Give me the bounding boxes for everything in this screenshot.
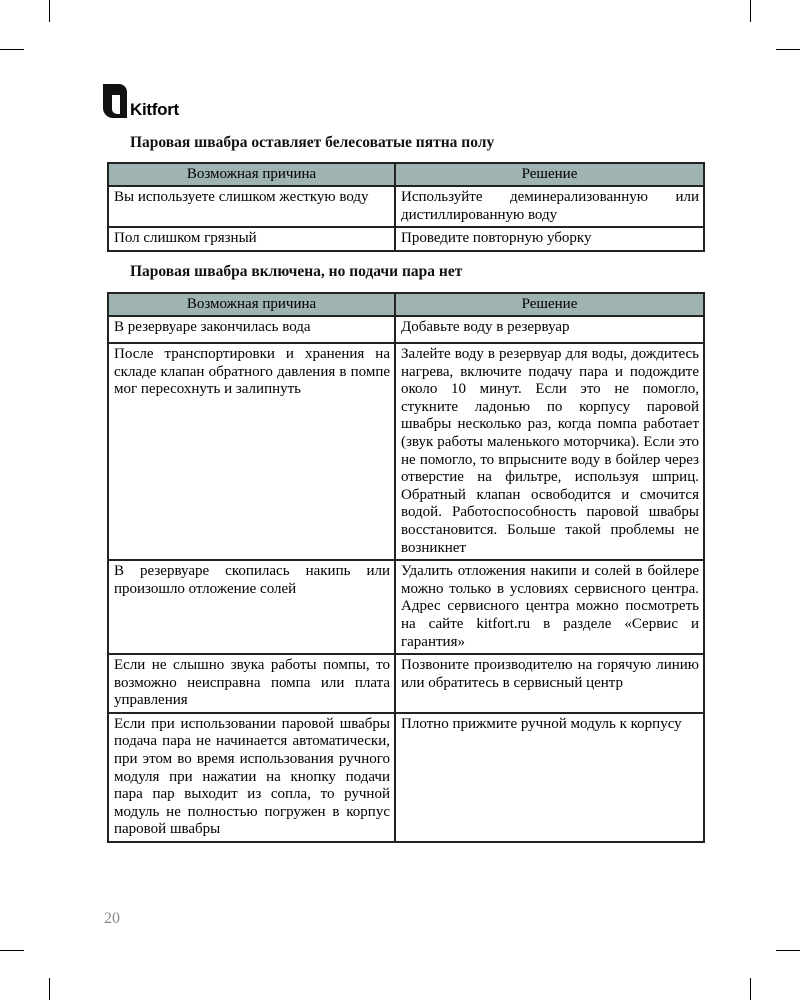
kitfort-logo-icon — [103, 84, 127, 118]
solution-cell: Используйте деминерализованную или дистиллированную воду — [395, 186, 704, 227]
crop-mark — [776, 49, 800, 50]
cause-cell: Если не слышно звука работы помпы, то возможно неисправна помпа или плата управления — [108, 654, 395, 713]
troubleshooting-table-2 — [107, 292, 705, 843]
table-row — [108, 186, 704, 227]
crop-mark — [750, 978, 751, 1000]
solution-cell: Плотно прижмите ручной модуль к корпусу — [395, 713, 704, 842]
solution-cell: Позвоните производителю на горячую линию или обратитесь в сервисный центр — [395, 654, 704, 713]
solution-cell: Добавьте воду в резервуар — [395, 316, 704, 343]
table-row — [108, 713, 704, 842]
cause-cell: После транспортировки и хранения на складе клапан обратного давления в помпе мог пересохнуть и залипнуть — [108, 343, 395, 560]
cause-cell: Пол слишком грязный — [108, 227, 395, 251]
crop-mark — [49, 0, 50, 22]
crop-mark — [0, 49, 24, 50]
crop-mark — [750, 0, 751, 22]
troubleshooting-table-1 — [107, 162, 705, 252]
brand-logo — [103, 84, 179, 118]
crop-mark — [0, 950, 24, 951]
brand-name: Kitfort — [130, 100, 179, 119]
page-number: 20 — [104, 910, 120, 927]
solution-cell: Залейте воду в резервуар для воды, дождитесь нагрева, включите подачу пара и подождите около 10 минут. Если это не помогло, стукните ладонью по корпусу паровой швабры несколько раз, когда помпа работает (звук работы маленького моторчика). Если это не помогло, то впрысните воду в бойлер через отверстие на фильтре, используя шприц. Обратный клапан освободится и смочится водой. Работоспособность паровой швабры восстановится. Больше такой проблемы не возникнет — [395, 343, 704, 560]
crop-mark — [49, 978, 50, 1000]
table-row — [108, 316, 704, 343]
table-row — [108, 227, 704, 251]
cause-cell: Вы используете слишком жесткую воду — [108, 186, 395, 227]
cause-cell: В резервуаре закончилась вода — [108, 316, 395, 343]
cause-cell: В резервуаре скопилась накипь или произошло отложение солей — [108, 560, 395, 654]
solution-cell: Удалить отложения накипи и солей в бойлере можно только в условиях сервисного центра. Адрес сервисного центра можно посмотреть на сайте kitfort.ru в разделе «Сервис и гарантия» — [395, 560, 704, 654]
table-row — [108, 343, 704, 560]
table-row — [108, 560, 704, 654]
table-row — [108, 654, 704, 713]
crop-mark — [776, 950, 800, 951]
column-header-solution: Решение — [395, 293, 704, 316]
column-header-cause: Возможная причина — [108, 293, 395, 316]
solution-cell: Проведите повторную уборку — [395, 227, 704, 251]
section-title-no-steam: Паровая швабра включена, но подачи пара нет — [130, 263, 463, 280]
column-header-cause: Возможная причина — [108, 163, 395, 186]
cause-cell: Если при использовании паровой швабры подача пара не начинается автоматически, при этом во время использования ручного модуля при нажатии на кнопку подачи пара пар выходит из сопла, то ручной модуль не полностью погружен в корпус паровой швабры — [108, 713, 395, 842]
column-header-solution: Решение — [395, 163, 704, 186]
section-title-whitish-spots: Паровая швабра оставляет белесоватые пятна полу — [130, 134, 495, 151]
